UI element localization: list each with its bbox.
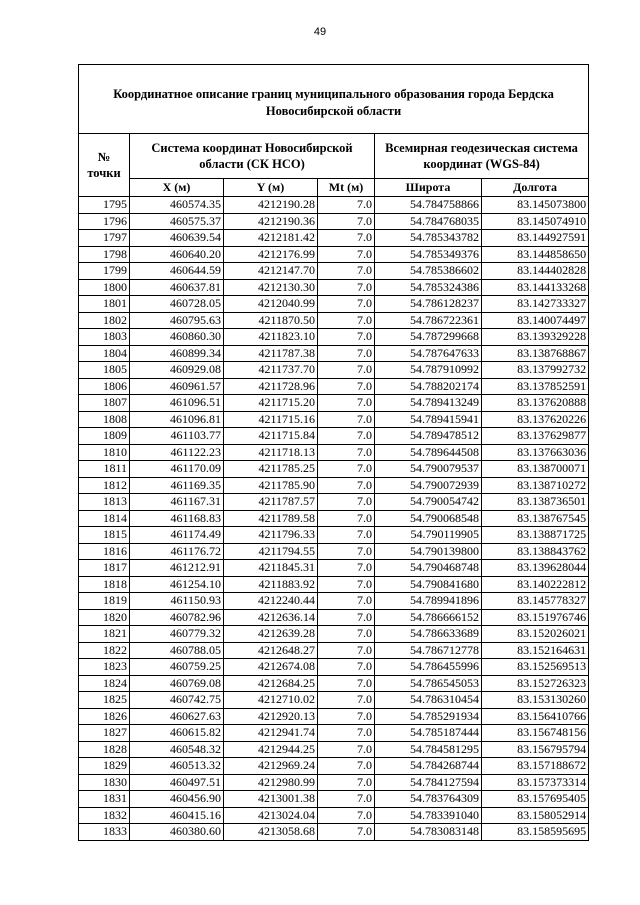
point-number-cell: 1801 <box>79 296 130 313</box>
table-row <box>79 230 589 247</box>
longitude-cell: 83.145074910 <box>482 213 589 230</box>
latitude-cell: 54.785349376 <box>375 246 482 263</box>
table-row <box>79 510 589 527</box>
point-number-cell: 1802 <box>79 312 130 329</box>
x-coordinate-cell: 460548.32 <box>130 741 224 758</box>
longitude-cell: 83.151976746 <box>482 609 589 626</box>
y-coordinate-cell: 4212710.02 <box>224 692 318 709</box>
group-header-wgs: Всемирная геодезическая система координат (WGS-84) <box>375 134 589 179</box>
latitude-cell: 54.787647633 <box>375 345 482 362</box>
table-row <box>79 675 589 692</box>
x-coordinate-cell: 460899.34 <box>130 345 224 362</box>
longitude-cell: 83.157188672 <box>482 758 589 775</box>
y-coordinate-cell: 4211787.57 <box>224 494 318 511</box>
point-number-cell: 1810 <box>79 444 130 461</box>
mt-value-cell: 7.0 <box>318 329 375 346</box>
longitude-cell: 83.145778327 <box>482 593 589 610</box>
table-row <box>79 411 589 428</box>
x-coordinate-cell: 461150.93 <box>130 593 224 610</box>
mt-value-cell: 7.0 <box>318 791 375 808</box>
point-number-cell: 1814 <box>79 510 130 527</box>
point-number-cell: 1797 <box>79 230 130 247</box>
column-header-mt: Mt (м) <box>318 179 375 197</box>
x-coordinate-cell: 461103.77 <box>130 428 224 445</box>
y-coordinate-cell: 4211718.13 <box>224 444 318 461</box>
page-number: 49 <box>313 26 327 38</box>
longitude-cell: 83.152569513 <box>482 659 589 676</box>
longitude-cell: 83.140074497 <box>482 312 589 329</box>
table-row <box>79 477 589 494</box>
point-number-cell: 1809 <box>79 428 130 445</box>
column-header-longitude: Долгота <box>482 179 589 197</box>
point-number-cell: 1811 <box>79 461 130 478</box>
table-row <box>79 246 589 263</box>
latitude-cell: 54.784768035 <box>375 213 482 230</box>
point-number-cell: 1822 <box>79 642 130 659</box>
point-number-cell: 1803 <box>79 329 130 346</box>
mt-value-cell: 7.0 <box>318 609 375 626</box>
point-number-cell: 1816 <box>79 543 130 560</box>
longitude-cell: 83.138700071 <box>482 461 589 478</box>
y-coordinate-cell: 4211794.55 <box>224 543 318 560</box>
longitude-cell: 83.138871725 <box>482 527 589 544</box>
longitude-cell: 83.145073800 <box>482 197 589 214</box>
longitude-cell: 83.144858650 <box>482 246 589 263</box>
mt-value-cell: 7.0 <box>318 296 375 313</box>
mt-value-cell: 7.0 <box>318 246 375 263</box>
latitude-cell: 54.783391040 <box>375 807 482 824</box>
x-coordinate-cell: 460795.63 <box>130 312 224 329</box>
mt-value-cell: 7.0 <box>318 345 375 362</box>
table-row <box>79 758 589 775</box>
column-header-y: Y (м) <box>224 179 318 197</box>
table-row <box>79 807 589 824</box>
point-number-cell: 1832 <box>79 807 130 824</box>
mt-value-cell: 7.0 <box>318 741 375 758</box>
y-coordinate-cell: 4212941.74 <box>224 725 318 742</box>
y-coordinate-cell: 4212684.25 <box>224 675 318 692</box>
latitude-cell: 54.786712778 <box>375 642 482 659</box>
table-row <box>79 543 589 560</box>
mt-value-cell: 7.0 <box>318 279 375 296</box>
table-row <box>79 527 589 544</box>
table-row <box>79 576 589 593</box>
table-row <box>79 362 589 379</box>
latitude-cell: 54.784581295 <box>375 741 482 758</box>
table-row <box>79 263 589 280</box>
x-coordinate-cell: 460961.57 <box>130 378 224 395</box>
longitude-cell: 83.156410766 <box>482 708 589 725</box>
table-row <box>79 609 589 626</box>
y-coordinate-cell: 4211737.70 <box>224 362 318 379</box>
point-number-cell: 1796 <box>79 213 130 230</box>
x-coordinate-cell: 460615.82 <box>130 725 224 742</box>
longitude-cell: 83.157695405 <box>482 791 589 808</box>
longitude-cell: 83.137629877 <box>482 428 589 445</box>
point-number-cell: 1829 <box>79 758 130 775</box>
x-coordinate-cell: 461096.81 <box>130 411 224 428</box>
point-number-cell: 1817 <box>79 560 130 577</box>
y-coordinate-cell: 4211883.92 <box>224 576 318 593</box>
table-row <box>79 329 589 346</box>
latitude-cell: 54.789644508 <box>375 444 482 461</box>
y-coordinate-cell: 4212648.27 <box>224 642 318 659</box>
mt-value-cell: 7.0 <box>318 576 375 593</box>
latitude-cell: 54.785343782 <box>375 230 482 247</box>
mt-value-cell: 7.0 <box>318 213 375 230</box>
mt-value-cell: 7.0 <box>318 642 375 659</box>
y-coordinate-cell: 4212920.13 <box>224 708 318 725</box>
x-coordinate-cell: 461167.31 <box>130 494 224 511</box>
x-coordinate-cell: 460639.54 <box>130 230 224 247</box>
longitude-cell: 83.139628044 <box>482 560 589 577</box>
y-coordinate-cell: 4211715.84 <box>224 428 318 445</box>
x-coordinate-cell: 460860.30 <box>130 329 224 346</box>
y-coordinate-cell: 4211870.50 <box>224 312 318 329</box>
mt-value-cell: 7.0 <box>318 807 375 824</box>
table-row <box>79 659 589 676</box>
latitude-cell: 54.790072939 <box>375 477 482 494</box>
x-coordinate-cell: 461122.23 <box>130 444 224 461</box>
point-number-cell: 1830 <box>79 774 130 791</box>
coordinates-table <box>78 64 589 841</box>
table-row <box>79 312 589 329</box>
x-coordinate-cell: 461176.72 <box>130 543 224 560</box>
table-row <box>79 378 589 395</box>
latitude-cell: 54.785324386 <box>375 279 482 296</box>
latitude-cell: 54.784758866 <box>375 197 482 214</box>
point-number-cell: 1812 <box>79 477 130 494</box>
point-number-cell: 1821 <box>79 626 130 643</box>
latitude-cell: 54.790139800 <box>375 543 482 560</box>
point-number-cell: 1826 <box>79 708 130 725</box>
x-coordinate-cell: 460929.08 <box>130 362 224 379</box>
longitude-cell: 83.152164631 <box>482 642 589 659</box>
point-number-cell: 1820 <box>79 609 130 626</box>
point-number-cell: 1813 <box>79 494 130 511</box>
mt-value-cell: 7.0 <box>318 593 375 610</box>
y-coordinate-cell: 4212190.28 <box>224 197 318 214</box>
table-row <box>79 824 589 841</box>
longitude-cell: 83.144133268 <box>482 279 589 296</box>
point-number-cell: 1827 <box>79 725 130 742</box>
longitude-cell: 83.138767545 <box>482 510 589 527</box>
mt-value-cell: 7.0 <box>318 692 375 709</box>
point-number-cell: 1823 <box>79 659 130 676</box>
latitude-cell: 54.785386602 <box>375 263 482 280</box>
latitude-cell: 54.786666152 <box>375 609 482 626</box>
longitude-cell: 83.140222812 <box>482 576 589 593</box>
point-number-cell: 1815 <box>79 527 130 544</box>
table-row <box>79 395 589 412</box>
y-coordinate-cell: 4212636.14 <box>224 609 318 626</box>
mt-value-cell: 7.0 <box>318 362 375 379</box>
column-header-x: X (м) <box>130 179 224 197</box>
table-row <box>79 428 589 445</box>
latitude-cell: 54.790079537 <box>375 461 482 478</box>
latitude-cell: 54.786455996 <box>375 659 482 676</box>
group-header-nso: Система координат Новосибирской области (СК НСО) <box>130 134 375 179</box>
point-number-cell: 1806 <box>79 378 130 395</box>
mt-value-cell: 7.0 <box>318 774 375 791</box>
y-coordinate-cell: 4212176.99 <box>224 246 318 263</box>
latitude-cell: 54.789941896 <box>375 593 482 610</box>
longitude-cell: 83.138710272 <box>482 477 589 494</box>
latitude-cell: 54.786722361 <box>375 312 482 329</box>
longitude-cell: 83.138843762 <box>482 543 589 560</box>
y-coordinate-cell: 4212147.70 <box>224 263 318 280</box>
y-coordinate-cell: 4211823.10 <box>224 329 318 346</box>
y-coordinate-cell: 4213058.68 <box>224 824 318 841</box>
mt-value-cell: 7.0 <box>318 494 375 511</box>
x-coordinate-cell: 460574.35 <box>130 197 224 214</box>
y-coordinate-cell: 4211796.33 <box>224 527 318 544</box>
point-number-cell: 1798 <box>79 246 130 263</box>
table-row <box>79 791 589 808</box>
latitude-cell: 54.783764309 <box>375 791 482 808</box>
latitude-cell: 54.786633689 <box>375 626 482 643</box>
longitude-cell: 83.144402828 <box>482 263 589 280</box>
x-coordinate-cell: 461212.91 <box>130 560 224 577</box>
table-row <box>79 213 589 230</box>
table-row <box>79 197 589 214</box>
point-number-cell: 1805 <box>79 362 130 379</box>
mt-value-cell: 7.0 <box>318 527 375 544</box>
y-coordinate-cell: 4211789.58 <box>224 510 318 527</box>
y-coordinate-cell: 4211785.90 <box>224 477 318 494</box>
y-coordinate-cell: 4211845.31 <box>224 560 318 577</box>
latitude-cell: 54.790119905 <box>375 527 482 544</box>
y-coordinate-cell: 4212130.30 <box>224 279 318 296</box>
x-coordinate-cell: 460380.60 <box>130 824 224 841</box>
mt-value-cell: 7.0 <box>318 675 375 692</box>
longitude-cell: 83.158595695 <box>482 824 589 841</box>
table-row <box>79 626 589 643</box>
x-coordinate-cell: 460742.75 <box>130 692 224 709</box>
mt-value-cell: 7.0 <box>318 461 375 478</box>
x-coordinate-cell: 461170.09 <box>130 461 224 478</box>
x-coordinate-cell: 461168.83 <box>130 510 224 527</box>
y-coordinate-cell: 4212969.24 <box>224 758 318 775</box>
table-row <box>79 461 589 478</box>
latitude-cell: 54.790468748 <box>375 560 482 577</box>
mt-value-cell: 7.0 <box>318 659 375 676</box>
y-coordinate-cell: 4212639.28 <box>224 626 318 643</box>
point-number-cell: 1807 <box>79 395 130 412</box>
mt-value-cell: 7.0 <box>318 411 375 428</box>
y-coordinate-cell: 4211715.20 <box>224 395 318 412</box>
point-number-cell: 1828 <box>79 741 130 758</box>
mt-value-cell: 7.0 <box>318 824 375 841</box>
longitude-cell: 83.138768867 <box>482 345 589 362</box>
longitude-cell: 83.137992732 <box>482 362 589 379</box>
longitude-cell: 83.142733327 <box>482 296 589 313</box>
x-coordinate-cell: 460415.16 <box>130 807 224 824</box>
x-coordinate-cell: 461096.51 <box>130 395 224 412</box>
table-row <box>79 444 589 461</box>
table-row <box>79 296 589 313</box>
longitude-cell: 83.137620888 <box>482 395 589 412</box>
table-row <box>79 692 589 709</box>
point-number-cell: 1831 <box>79 791 130 808</box>
point-number-cell: 1824 <box>79 675 130 692</box>
x-coordinate-cell: 460788.05 <box>130 642 224 659</box>
point-number-cell: 1818 <box>79 576 130 593</box>
longitude-cell: 83.157373314 <box>482 774 589 791</box>
latitude-cell: 54.788202174 <box>375 378 482 395</box>
mt-value-cell: 7.0 <box>318 543 375 560</box>
y-coordinate-cell: 4211715.16 <box>224 411 318 428</box>
mt-value-cell: 7.0 <box>318 312 375 329</box>
longitude-cell: 83.144927591 <box>482 230 589 247</box>
mt-value-cell: 7.0 <box>318 758 375 775</box>
y-coordinate-cell: 4212240.44 <box>224 593 318 610</box>
latitude-cell: 54.790841680 <box>375 576 482 593</box>
x-coordinate-cell: 460456.90 <box>130 791 224 808</box>
point-number-cell: 1808 <box>79 411 130 428</box>
longitude-cell: 83.152726323 <box>482 675 589 692</box>
table-row <box>79 345 589 362</box>
point-number-cell: 1819 <box>79 593 130 610</box>
latitude-cell: 54.784127594 <box>375 774 482 791</box>
point-number-cell: 1799 <box>79 263 130 280</box>
mt-value-cell: 7.0 <box>318 510 375 527</box>
table-row <box>79 279 589 296</box>
x-coordinate-cell: 461169.35 <box>130 477 224 494</box>
mt-value-cell: 7.0 <box>318 477 375 494</box>
y-coordinate-cell: 4211785.25 <box>224 461 318 478</box>
latitude-cell: 54.784268744 <box>375 758 482 775</box>
longitude-cell: 83.153130260 <box>482 692 589 709</box>
table-body <box>79 197 589 841</box>
x-coordinate-cell: 460644.59 <box>130 263 224 280</box>
point-number-cell: 1800 <box>79 279 130 296</box>
column-header-latitude: Широта <box>375 179 482 197</box>
latitude-cell: 54.783083148 <box>375 824 482 841</box>
latitude-cell: 54.786128237 <box>375 296 482 313</box>
x-coordinate-cell: 460779.32 <box>130 626 224 643</box>
latitude-cell: 54.785187444 <box>375 725 482 742</box>
y-coordinate-cell: 4212674.08 <box>224 659 318 676</box>
x-coordinate-cell: 460782.96 <box>130 609 224 626</box>
column-header-point: № точки <box>79 134 130 197</box>
mt-value-cell: 7.0 <box>318 708 375 725</box>
latitude-cell: 54.785291934 <box>375 708 482 725</box>
mt-value-cell: 7.0 <box>318 230 375 247</box>
latitude-cell: 54.787910992 <box>375 362 482 379</box>
x-coordinate-cell: 460759.25 <box>130 659 224 676</box>
x-coordinate-cell: 461254.10 <box>130 576 224 593</box>
latitude-cell: 54.786545053 <box>375 675 482 692</box>
x-coordinate-cell: 461174.49 <box>130 527 224 544</box>
table-row <box>79 642 589 659</box>
longitude-cell: 83.137663036 <box>482 444 589 461</box>
y-coordinate-cell: 4212944.25 <box>224 741 318 758</box>
x-coordinate-cell: 460497.51 <box>130 774 224 791</box>
mt-value-cell: 7.0 <box>318 444 375 461</box>
y-coordinate-cell: 4212181.42 <box>224 230 318 247</box>
mt-value-cell: 7.0 <box>318 560 375 577</box>
x-coordinate-cell: 460627.63 <box>130 708 224 725</box>
table-row <box>79 741 589 758</box>
longitude-cell: 83.138736501 <box>482 494 589 511</box>
y-coordinate-cell: 4212190.36 <box>224 213 318 230</box>
latitude-cell: 54.789413249 <box>375 395 482 412</box>
longitude-cell: 83.156795794 <box>482 741 589 758</box>
point-number-cell: 1804 <box>79 345 130 362</box>
table-title: Координатное описание границ муниципального образования города Бердска Новосибирской области <box>79 65 589 134</box>
table-row <box>79 708 589 725</box>
table-row <box>79 494 589 511</box>
table-row <box>79 593 589 610</box>
y-coordinate-cell: 4213001.38 <box>224 791 318 808</box>
point-number-cell: 1825 <box>79 692 130 709</box>
latitude-cell: 54.790054742 <box>375 494 482 511</box>
x-coordinate-cell: 460769.08 <box>130 675 224 692</box>
latitude-cell: 54.789415941 <box>375 411 482 428</box>
y-coordinate-cell: 4211787.38 <box>224 345 318 362</box>
mt-value-cell: 7.0 <box>318 725 375 742</box>
y-coordinate-cell: 4212040.99 <box>224 296 318 313</box>
y-coordinate-cell: 4211728.96 <box>224 378 318 395</box>
x-coordinate-cell: 460640.20 <box>130 246 224 263</box>
longitude-cell: 83.137852591 <box>482 378 589 395</box>
latitude-cell: 54.787299668 <box>375 329 482 346</box>
longitude-cell: 83.158052914 <box>482 807 589 824</box>
longitude-cell: 83.156748156 <box>482 725 589 742</box>
y-coordinate-cell: 4212980.99 <box>224 774 318 791</box>
longitude-cell: 83.152026021 <box>482 626 589 643</box>
longitude-cell: 83.139329228 <box>482 329 589 346</box>
mt-value-cell: 7.0 <box>318 428 375 445</box>
x-coordinate-cell: 460728.05 <box>130 296 224 313</box>
y-coordinate-cell: 4213024.04 <box>224 807 318 824</box>
latitude-cell: 54.786310454 <box>375 692 482 709</box>
mt-value-cell: 7.0 <box>318 395 375 412</box>
mt-value-cell: 7.0 <box>318 263 375 280</box>
table-row <box>79 725 589 742</box>
x-coordinate-cell: 460637.81 <box>130 279 224 296</box>
mt-value-cell: 7.0 <box>318 197 375 214</box>
longitude-cell: 83.137620226 <box>482 411 589 428</box>
table-row <box>79 774 589 791</box>
mt-value-cell: 7.0 <box>318 626 375 643</box>
x-coordinate-cell: 460575.37 <box>130 213 224 230</box>
x-coordinate-cell: 460513.32 <box>130 758 224 775</box>
latitude-cell: 54.790068548 <box>375 510 482 527</box>
point-number-cell: 1795 <box>79 197 130 214</box>
point-number-cell: 1833 <box>79 824 130 841</box>
table-row <box>79 560 589 577</box>
mt-value-cell: 7.0 <box>318 378 375 395</box>
latitude-cell: 54.789478512 <box>375 428 482 445</box>
